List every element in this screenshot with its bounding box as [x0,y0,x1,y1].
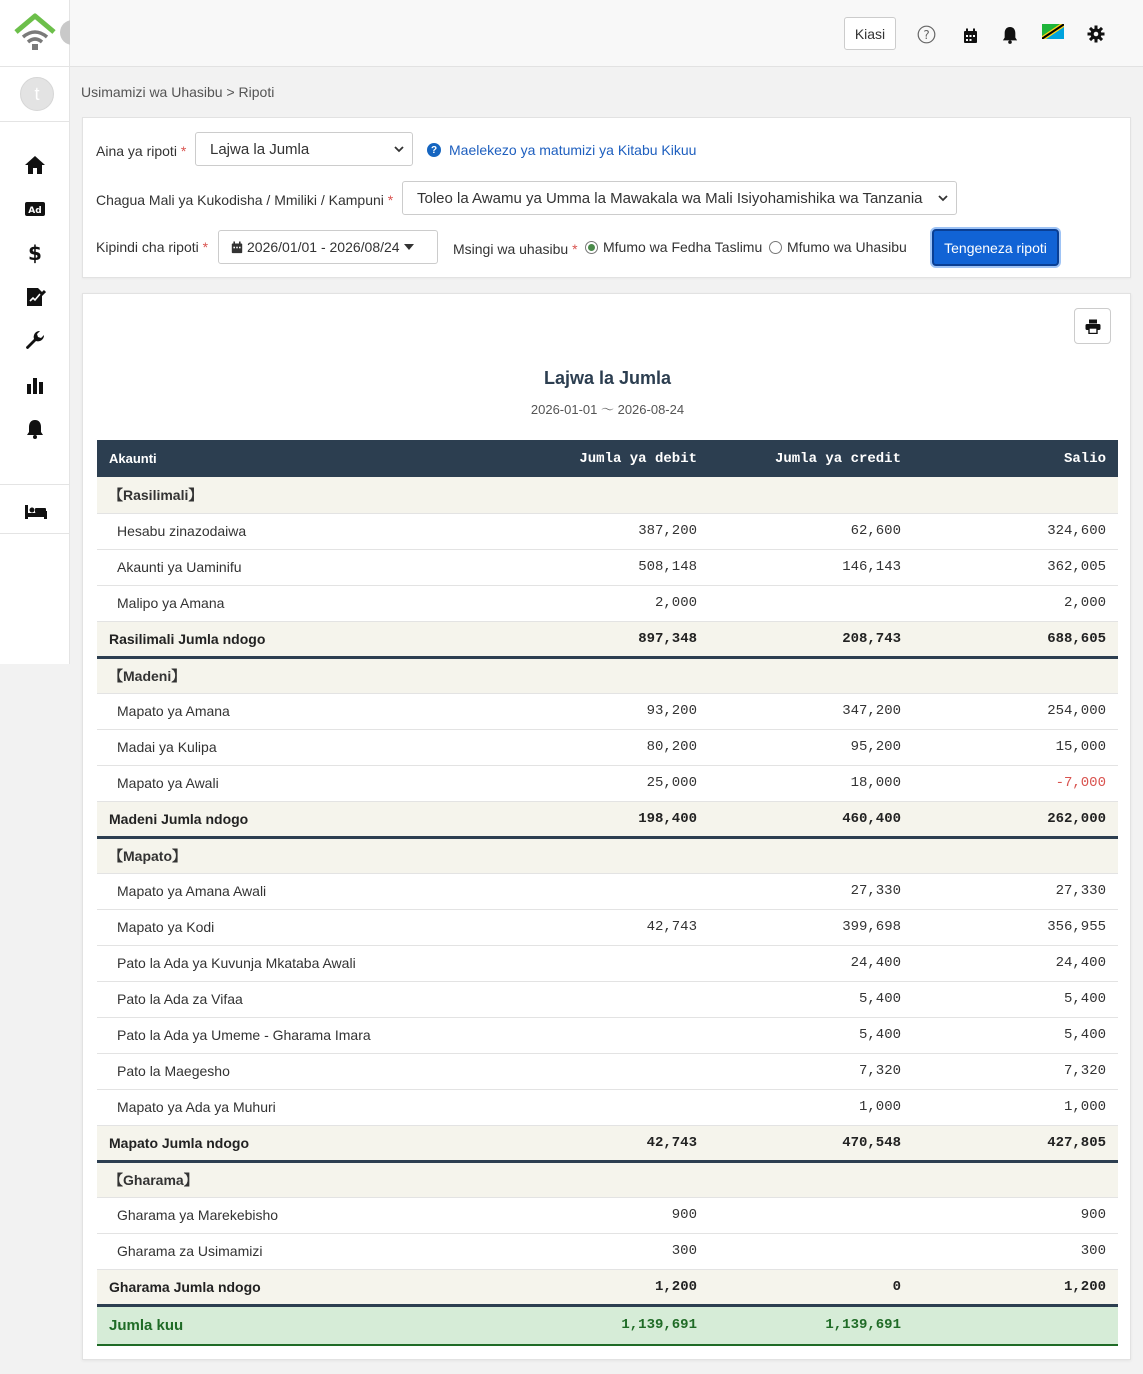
account-name: Mapato ya Kodi [97,909,505,945]
period-label: Kipindi cha ripoti * [96,239,209,255]
credit-cell: 399,698 [709,909,913,945]
period-value: 2026/01/01 - 2026/08/24 [247,239,400,255]
property-value: Toleo la Awamu ya Umma la Mawakala wa Mali Isiyohamishika wa Tanzania [417,189,923,207]
table-header-row [97,440,1118,477]
breadcrumb: Usimamizi wa Uhasibu > Ripoti [81,84,275,100]
account-name: Pato la Ada ya Umeme - Gharama Imara [97,1017,505,1053]
section-header: 【Gharama】 [97,1161,1118,1197]
property-select[interactable] [402,181,957,215]
subtotal-balance: 427,805 [913,1125,1118,1161]
dollar-icon[interactable] [22,240,48,266]
period-date-picker[interactable] [218,230,438,264]
help-icon: ? [427,143,441,157]
credit-cell: 62,600 [709,513,913,549]
table-row [97,585,1118,621]
credit-cell: 95,200 [709,729,913,765]
debit-cell [505,1053,709,1089]
account-name: Madai ya Kulipa [97,729,505,765]
debit-cell [505,1017,709,1053]
sidebar-divider [0,533,70,534]
debit-cell: 80,200 [505,729,709,765]
credit-cell [709,585,913,621]
column-header-debit: Jumla ya debit [505,440,709,477]
credit-cell: 1,000 [709,1089,913,1125]
help-link-text: Maelekezo ya matumizi ya Kitabu Kikuu [449,142,697,158]
account-name: Mapato ya Awali [97,765,505,801]
basis-accrual-radio[interactable] [769,239,907,255]
radio-unselected[interactable] [769,241,782,254]
balance-cell: 2,000 [913,585,1118,621]
svg-text:?: ? [922,27,930,42]
balance-cell: -7,000 [913,765,1118,801]
section-header: 【Madeni】 [97,657,1118,693]
account-name: Mapato ya Amana Awali [97,873,505,909]
subtotal-credit: 460,400 [709,801,913,837]
credit-cell [709,1233,913,1269]
subtotal-row [97,1125,1118,1161]
subtotal-debit: 897,348 [505,621,709,657]
table-row [97,1017,1118,1053]
generate-report-button[interactable]: Tengeneza ripoti [932,229,1059,266]
grand-total-credit: 1,139,691 [709,1305,913,1345]
bell-icon[interactable] [22,416,48,442]
avatar[interactable]: t [20,77,54,111]
logo[interactable] [14,12,56,52]
wrench-icon[interactable] [22,328,48,354]
subtotal-credit: 470,548 [709,1125,913,1161]
report-filter-form [82,117,1131,278]
section-header-row [97,477,1118,513]
debit-cell: 900 [505,1197,709,1233]
table-row [97,981,1118,1017]
help-link[interactable] [427,142,696,158]
credit-cell: 347,200 [709,693,913,729]
report-title: Lajwa la Jumla [543,368,672,388]
ad-icon[interactable] [22,196,48,222]
account-name: Malipo ya Amana [97,585,505,621]
subtotal-name: Madeni Jumla ndogo [97,801,505,837]
balance-cell: 24,400 [913,945,1118,981]
grand-total-row [97,1305,1118,1345]
section-header-row [97,1161,1118,1197]
report-type-value: Lajwa la Jumla [210,140,310,158]
balance-cell: 362,005 [913,549,1118,585]
subtotal-balance: 688,605 [913,621,1118,657]
table-row [97,693,1118,729]
table-row [97,945,1118,981]
gear-icon[interactable] [1085,23,1107,45]
account-name: Pato la Maegesho [97,1053,505,1089]
calendar-icon [231,241,243,254]
table-row [97,1053,1118,1089]
sidebar-divider [0,121,70,122]
table-row [97,729,1118,765]
topbar [70,0,1143,67]
credit-cell: 7,320 [709,1053,913,1089]
sidebar [0,0,70,664]
balance-cell: 356,955 [913,909,1118,945]
table-row [97,513,1118,549]
credit-cell: 27,330 [709,873,913,909]
report-panel [82,293,1131,1360]
trial-balance-table [97,440,1118,1346]
grand-total-debit: 1,139,691 [505,1305,709,1345]
debit-cell: 42,743 [505,909,709,945]
sidebar-divider [0,484,70,485]
section-header: 【Mapato】 [97,837,1118,873]
balance-cell: 27,330 [913,873,1118,909]
caret-down-icon [404,243,414,251]
subtotal-debit: 42,743 [505,1125,709,1161]
account-name: Pato la Ada za Vifaa [97,981,505,1017]
table-row [97,765,1118,801]
debit-cell [505,873,709,909]
subtotal-row [97,621,1118,657]
section-header-row [97,837,1118,873]
debit-cell [505,945,709,981]
account-name: Hesabu zinazodaiwa [97,513,505,549]
credit-cell: 5,400 [709,1017,913,1053]
table-row [97,1233,1118,1269]
credit-cell: 24,400 [709,945,913,981]
balance-cell: 300 [913,1233,1118,1269]
basis-accrual-label: Mfumo wa Uhasibu [787,239,907,255]
balance-cell: 5,400 [913,981,1118,1017]
debit-cell: 387,200 [505,513,709,549]
account-name: Akaunti ya Uaminifu [97,549,505,585]
balance-cell: 7,320 [913,1053,1118,1089]
section-header-row [97,657,1118,693]
subtotal-debit: 198,400 [505,801,709,837]
section-header: 【Rasilimali】 [97,477,1118,513]
subtotal-credit: 0 [709,1269,913,1305]
calendar-icon[interactable] [959,25,981,47]
print-button[interactable] [1074,308,1111,344]
subtotal-name: Gharama Jumla ndogo [97,1269,505,1305]
report-type-label: Aina ya ripoti * [96,143,187,159]
print-icon [1085,319,1101,334]
subtotal-balance: 262,000 [913,801,1118,837]
credit-cell: 146,143 [709,549,913,585]
balance-cell: 900 [913,1197,1118,1233]
kiasi-button[interactable]: Kiasi [844,17,896,50]
subtotal-row [97,801,1118,837]
subtotal-name: Rasilimali Jumla ndogo [97,621,505,657]
account-name: Gharama za Usimamizi [97,1233,505,1269]
column-header-balance: Salio [913,440,1118,477]
tanzania-flag-icon[interactable] [1042,24,1064,39]
svg-text:$: $ [28,242,42,264]
radio-selected[interactable] [585,241,598,254]
balance-cell: 15,000 [913,729,1118,765]
column-header-credit: Jumla ya credit [709,440,913,477]
debit-cell: 508,148 [505,549,709,585]
contract-icon[interactable] [22,284,48,310]
table-row [97,873,1118,909]
grand-total-balance [913,1305,1118,1345]
chevron-down-icon [392,142,406,156]
basis-cash-label: Mfumo wa Fedha Taslimu [603,239,763,255]
subtotal-credit: 208,743 [709,621,913,657]
table-row [97,1197,1118,1233]
subtotal-debit: 1,200 [505,1269,709,1305]
account-name: Mapato ya Amana [97,693,505,729]
debit-cell: 300 [505,1233,709,1269]
column-header-account: Akaunti [97,440,505,477]
account-name: Mapato ya Ada ya Muhuri [97,1089,505,1125]
bed-icon[interactable] [23,498,49,524]
report-type-select[interactable] [195,132,413,166]
table-row [97,549,1118,585]
balance-cell: 1,000 [913,1089,1118,1125]
grand-total-name: Jumla kuu [97,1305,505,1345]
credit-cell: 5,400 [709,981,913,1017]
account-name: Gharama ya Marekebisho [97,1197,505,1233]
subtotal-row [97,1269,1118,1305]
debit-cell: 93,200 [505,693,709,729]
sidebar-divider [0,66,70,67]
balance-cell: 254,000 [913,693,1118,729]
credit-cell: 18,000 [709,765,913,801]
subtotal-name: Mapato Jumla ndogo [97,1125,505,1161]
bell-icon[interactable] [999,24,1021,46]
table-row [97,909,1118,945]
basis-cash-radio[interactable] [585,239,762,255]
property-label: Chagua Mali ya Kukodisha / Mmiliki / Kampuni * [96,192,394,208]
table-row [97,1089,1118,1125]
debit-cell [505,981,709,1017]
svg-text:Ad: Ad [28,206,42,216]
debit-cell [505,1089,709,1125]
debit-cell: 25,000 [505,765,709,801]
balance-cell: 324,600 [913,513,1118,549]
chevron-down-icon [936,191,950,205]
basis-label: Msingi wa uhasibu * [453,241,578,257]
help-icon[interactable] [915,23,937,45]
credit-cell [709,1197,913,1233]
home-icon[interactable] [22,152,48,178]
subtotal-balance: 1,200 [913,1269,1118,1305]
report-date-range: 2026-01-01 〜 2026-08-24 [530,402,685,417]
balance-cell: 5,400 [913,1017,1118,1053]
bar-chart-icon[interactable] [22,372,48,398]
account-name: Pato la Ada ya Kuvunja Mkataba Awali [97,945,505,981]
debit-cell: 2,000 [505,585,709,621]
